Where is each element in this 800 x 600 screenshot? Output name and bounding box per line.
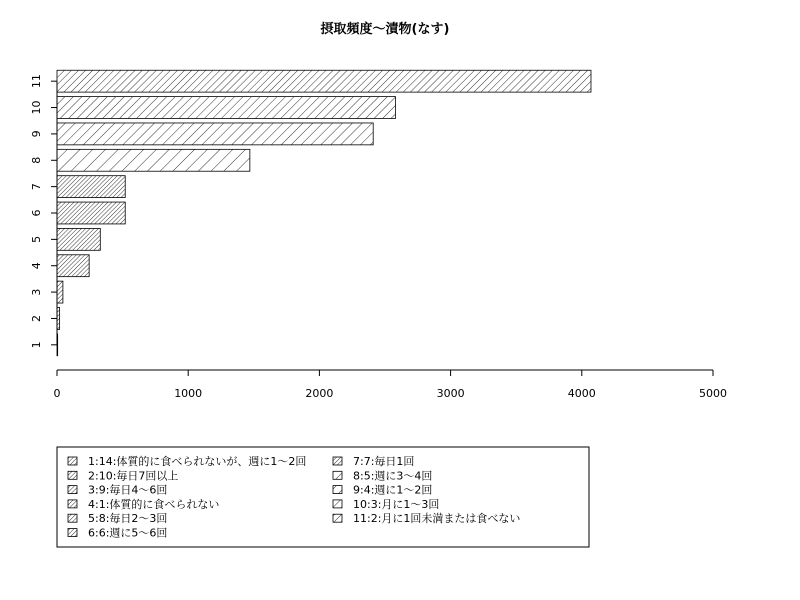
legend-swatch <box>333 471 342 479</box>
legend-entry: 5:8:毎日2～3回 <box>88 512 168 526</box>
bar-6 <box>57 202 125 224</box>
legend-entry: 3:9:毎日4～6回 <box>88 483 168 497</box>
legend-swatch <box>333 514 342 522</box>
bar-8 <box>57 149 250 171</box>
legend-entry: 9:4:週に1～2回 <box>353 483 433 497</box>
legend-swatch <box>68 500 77 508</box>
x-tick-label: 1000 <box>174 387 203 400</box>
y-tick-label: 1 <box>30 341 43 349</box>
y-axis <box>30 74 57 348</box>
legend-entry: 1:14:体質的に食べられないが、週に1～2回 <box>88 455 307 468</box>
bar-9 <box>57 123 373 145</box>
y-tick-label: 4 <box>30 262 43 270</box>
x-tick-label: 5000 <box>699 387 727 400</box>
y-tick-label: 7 <box>30 183 43 191</box>
legend-swatch <box>68 457 77 465</box>
legend-entry: 10:3:月に1～3回 <box>353 497 440 511</box>
legend-swatch <box>333 486 342 494</box>
x-tick-label: 4000 <box>567 387 596 400</box>
x-tick-label: 2000 <box>305 387 334 400</box>
y-tick-label: 8 <box>30 156 43 164</box>
legend-swatch <box>68 486 77 494</box>
y-tick-label: 5 <box>30 235 43 243</box>
x-axis <box>54 370 728 400</box>
y-tick-label: 11 <box>30 74 43 89</box>
legend-entry: 2:10:毎日7回以上 <box>88 469 179 483</box>
chart-title: 摂取頻度～漬物(なす) <box>320 22 450 37</box>
legend-entry: 8:5:週に3～4回 <box>353 469 433 483</box>
legend-entry: 11:2:月に1回未満または食べない <box>353 512 521 526</box>
bar-4 <box>57 255 89 277</box>
legend-entry: 4:1:体質的に食べられない <box>88 497 220 511</box>
y-tick-label: 2 <box>30 314 43 322</box>
legend-entry: 7:7:毎日1回 <box>353 455 415 468</box>
x-tick-label: 0 <box>53 387 61 400</box>
legend-swatch <box>333 457 342 465</box>
legend-swatch <box>68 514 77 522</box>
bar-7 <box>57 176 125 198</box>
y-tick-label: 6 <box>30 209 43 217</box>
legend-swatch <box>68 529 77 537</box>
bar-5 <box>57 228 100 250</box>
legend-swatch <box>68 471 77 479</box>
bar-3 <box>57 281 63 303</box>
y-tick-label: 9 <box>30 130 43 138</box>
y-tick-label: 3 <box>30 288 43 296</box>
legend <box>68 454 520 540</box>
legend-swatch <box>333 500 342 508</box>
legend-entry: 6:6:週に5～6回 <box>88 526 168 540</box>
x-tick-label: 3000 <box>436 387 465 400</box>
bar-11 <box>57 70 591 92</box>
plot-area <box>57 70 591 356</box>
y-tick-label: 10 <box>30 100 43 115</box>
bar-10 <box>57 97 395 119</box>
